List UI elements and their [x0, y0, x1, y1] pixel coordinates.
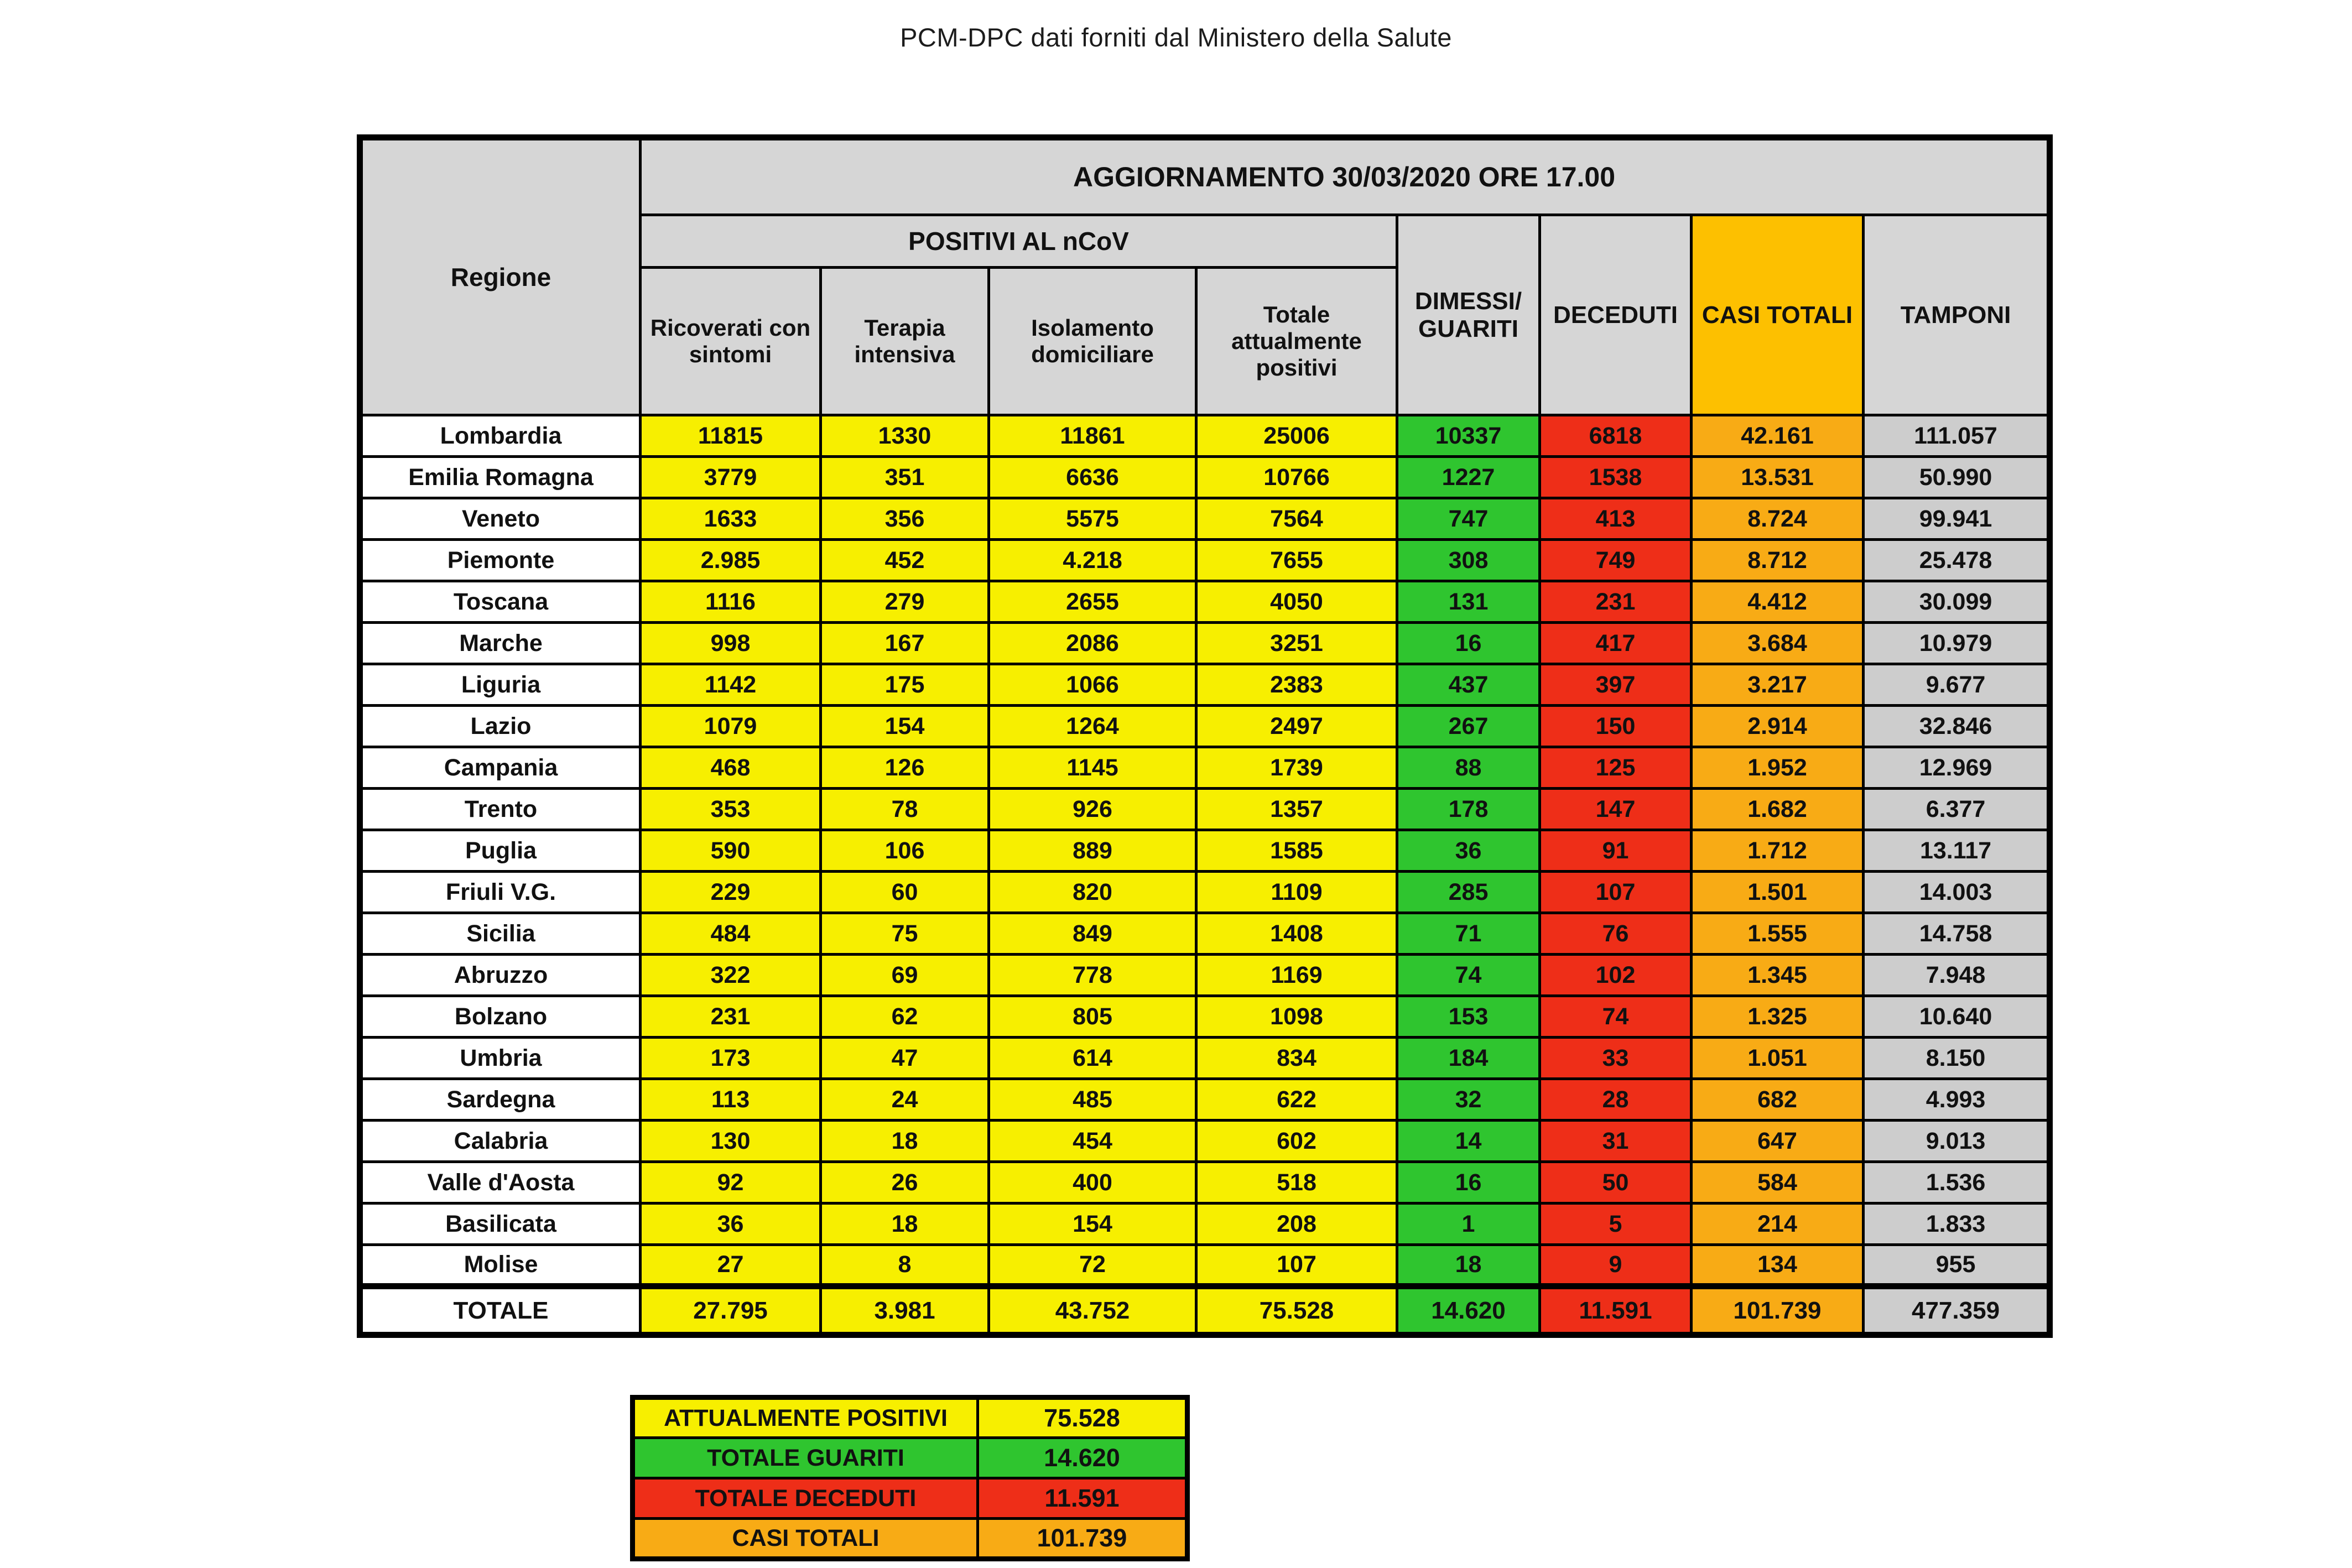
- group-header-positivi: POSITIVI AL nCoV: [641, 215, 1397, 268]
- table-row: [360, 1162, 2050, 1204]
- value-cell: 111.057: [1864, 415, 2050, 457]
- value-cell: 602: [1196, 1121, 1397, 1162]
- value-cell: 1116: [641, 581, 821, 623]
- value-cell: 8.724: [1692, 498, 1864, 540]
- col-header-regione: Regione: [360, 138, 641, 415]
- value-cell: 14: [1397, 1121, 1540, 1162]
- value-cell: 3.684: [1692, 623, 1864, 664]
- value-cell: 101.739: [1692, 1286, 1864, 1335]
- value-cell: 518: [1196, 1162, 1397, 1204]
- region-cell: Puglia: [360, 830, 641, 872]
- value-cell: 27: [641, 1245, 821, 1286]
- summary-value: 101.739: [978, 1519, 1188, 1559]
- value-cell: 747: [1397, 498, 1540, 540]
- covid-regions-table: [357, 134, 2053, 1338]
- value-cell: 76: [1540, 913, 1692, 955]
- value-cell: 50.990: [1864, 457, 2050, 498]
- summary-label: TOTALE GUARITI: [633, 1438, 978, 1478]
- value-cell: 102: [1540, 955, 1692, 996]
- value-cell: 31: [1540, 1121, 1692, 1162]
- value-cell: 477.359: [1864, 1286, 2050, 1335]
- value-cell: 2.985: [641, 540, 821, 581]
- value-cell: 24: [821, 1079, 989, 1121]
- value-cell: 18: [1397, 1245, 1540, 1286]
- value-cell: 126: [821, 747, 989, 789]
- value-cell: 749: [1540, 540, 1692, 581]
- value-cell: 647: [1692, 1121, 1864, 1162]
- table-row: [360, 664, 2050, 706]
- region-cell: Basilicata: [360, 1204, 641, 1245]
- col-header-casi-totali: CASI TOTALI: [1692, 215, 1864, 415]
- value-cell: 214: [1692, 1204, 1864, 1245]
- value-cell: 125: [1540, 747, 1692, 789]
- region-cell: Emilia Romagna: [360, 457, 641, 498]
- value-cell: 1.051: [1692, 1038, 1864, 1079]
- table-row: [360, 623, 2050, 664]
- value-cell: 9.013: [1864, 1121, 2050, 1162]
- summary-row-attualmente-positivi: [633, 1398, 1188, 1438]
- value-cell: 356: [821, 498, 989, 540]
- value-cell: 778: [989, 955, 1196, 996]
- value-cell: 12.969: [1864, 747, 2050, 789]
- value-cell: 154: [821, 706, 989, 747]
- value-cell: 6.377: [1864, 789, 2050, 830]
- value-cell: 60: [821, 872, 989, 913]
- value-cell: 42.161: [1692, 415, 1864, 457]
- value-cell: 889: [989, 830, 1196, 872]
- table-row: [360, 498, 2050, 540]
- value-cell: 10766: [1196, 457, 1397, 498]
- value-cell: 8.150: [1864, 1038, 2050, 1079]
- value-cell: 584: [1692, 1162, 1864, 1204]
- value-cell: 1357: [1196, 789, 1397, 830]
- value-cell: 1.833: [1864, 1204, 2050, 1245]
- value-cell: 173: [641, 1038, 821, 1079]
- region-cell: Lombardia: [360, 415, 641, 457]
- table-row: [360, 706, 2050, 747]
- value-cell: 1: [1397, 1204, 1540, 1245]
- table-row: [360, 1038, 2050, 1079]
- value-cell: 3779: [641, 457, 821, 498]
- value-cell: 27.795: [641, 1286, 821, 1335]
- value-cell: 147: [1540, 789, 1692, 830]
- value-cell: 16: [1397, 623, 1540, 664]
- value-cell: 322: [641, 955, 821, 996]
- value-cell: 8: [821, 1245, 989, 1286]
- value-cell: 484: [641, 913, 821, 955]
- value-cell: 1098: [1196, 996, 1397, 1038]
- value-cell: 7655: [1196, 540, 1397, 581]
- value-cell: 25.478: [1864, 540, 2050, 581]
- summary-value: 11.591: [978, 1478, 1188, 1519]
- value-cell: 11861: [989, 415, 1196, 457]
- summary-label: ATTUALMENTE POSITIVI: [633, 1398, 978, 1438]
- value-cell: 229: [641, 872, 821, 913]
- summary-row-totale-guariti: [633, 1438, 1188, 1478]
- value-cell: 417: [1540, 623, 1692, 664]
- value-cell: 6818: [1540, 415, 1692, 457]
- region-cell: Friuli V.G.: [360, 872, 641, 913]
- value-cell: 25006: [1196, 415, 1397, 457]
- value-cell: 1169: [1196, 955, 1397, 996]
- value-cell: 10.640: [1864, 996, 2050, 1038]
- col-header-terapia-intensiva: Terapia intensiva: [821, 268, 989, 415]
- value-cell: 3251: [1196, 623, 1397, 664]
- region-cell: Calabria: [360, 1121, 641, 1162]
- value-cell: 78: [821, 789, 989, 830]
- value-cell: 7564: [1196, 498, 1397, 540]
- value-cell: 107: [1196, 1245, 1397, 1286]
- value-cell: 397: [1540, 664, 1692, 706]
- value-cell: 50: [1540, 1162, 1692, 1204]
- region-cell: Umbria: [360, 1038, 641, 1079]
- value-cell: 468: [641, 747, 821, 789]
- value-cell: 36: [1397, 830, 1540, 872]
- region-cell: Marche: [360, 623, 641, 664]
- summary-value: 14.620: [978, 1438, 1188, 1478]
- region-cell: Piemonte: [360, 540, 641, 581]
- col-header-tamponi: TAMPONI: [1864, 215, 2050, 415]
- value-cell: 9.677: [1864, 664, 2050, 706]
- value-cell: 150: [1540, 706, 1692, 747]
- table-body: [360, 415, 2050, 1335]
- value-cell: 74: [1397, 955, 1540, 996]
- value-cell: 13.531: [1692, 457, 1864, 498]
- value-cell: 10337: [1397, 415, 1540, 457]
- value-cell: 1633: [641, 498, 821, 540]
- value-cell: 1.345: [1692, 955, 1864, 996]
- value-cell: 154: [989, 1204, 1196, 1245]
- region-cell: Valle d'Aosta: [360, 1162, 641, 1204]
- table-row: [360, 872, 2050, 913]
- value-cell: 167: [821, 623, 989, 664]
- table-row: [360, 996, 2050, 1038]
- table-row: [360, 457, 2050, 498]
- value-cell: 92: [641, 1162, 821, 1204]
- value-cell: 69: [821, 955, 989, 996]
- value-cell: 88: [1397, 747, 1540, 789]
- summary-label: TOTALE DECEDUTI: [633, 1478, 978, 1519]
- value-cell: 14.620: [1397, 1286, 1540, 1335]
- summary-table: [630, 1395, 1190, 1561]
- page-title: PCM-DPC dati forniti dal Ministero della Salute: [900, 23, 1452, 52]
- value-cell: 99.941: [1864, 498, 2050, 540]
- region-cell: Lazio: [360, 706, 641, 747]
- value-cell: 285: [1397, 872, 1540, 913]
- value-cell: 1.952: [1692, 747, 1864, 789]
- value-cell: 184: [1397, 1038, 1540, 1079]
- value-cell: 9: [1540, 1245, 1692, 1286]
- region-cell: Toscana: [360, 581, 641, 623]
- update-banner: AGGIORNAMENTO 30/03/2020 ORE 17.00: [641, 138, 2050, 215]
- value-cell: 175: [821, 664, 989, 706]
- value-cell: 353: [641, 789, 821, 830]
- value-cell: 11815: [641, 415, 821, 457]
- value-cell: 71: [1397, 913, 1540, 955]
- table-row: [360, 1121, 2050, 1162]
- value-cell: 1142: [641, 664, 821, 706]
- value-cell: 231: [641, 996, 821, 1038]
- table-row: [360, 581, 2050, 623]
- summary-label: CASI TOTALI: [633, 1519, 978, 1559]
- value-cell: 279: [821, 581, 989, 623]
- value-cell: 4.993: [1864, 1079, 2050, 1121]
- value-cell: 106: [821, 830, 989, 872]
- value-cell: 75: [821, 913, 989, 955]
- value-cell: 32.846: [1864, 706, 2050, 747]
- value-cell: 1227: [1397, 457, 1540, 498]
- value-cell: 1109: [1196, 872, 1397, 913]
- total-label-cell: TOTALE: [360, 1286, 641, 1335]
- value-cell: 43.752: [989, 1286, 1196, 1335]
- value-cell: 2086: [989, 623, 1196, 664]
- value-cell: 834: [1196, 1038, 1397, 1079]
- value-cell: 351: [821, 457, 989, 498]
- value-cell: 437: [1397, 664, 1540, 706]
- col-header-dimessi-guariti: DIMESSI/ GUARITI: [1397, 215, 1540, 415]
- value-cell: 2383: [1196, 664, 1397, 706]
- value-cell: 590: [641, 830, 821, 872]
- table-row: [360, 830, 2050, 872]
- value-cell: 998: [641, 623, 821, 664]
- value-cell: 1538: [1540, 457, 1692, 498]
- value-cell: 805: [989, 996, 1196, 1038]
- table-row: [360, 1204, 2050, 1245]
- value-cell: 14.758: [1864, 913, 2050, 955]
- value-cell: 4.218: [989, 540, 1196, 581]
- region-cell: Trento: [360, 789, 641, 830]
- value-cell: 622: [1196, 1079, 1397, 1121]
- table-row: [360, 913, 2050, 955]
- value-cell: 2.914: [1692, 706, 1864, 747]
- value-cell: 208: [1196, 1204, 1397, 1245]
- region-cell: Veneto: [360, 498, 641, 540]
- value-cell: 4050: [1196, 581, 1397, 623]
- value-cell: 1066: [989, 664, 1196, 706]
- value-cell: 28: [1540, 1079, 1692, 1121]
- value-cell: 18: [821, 1121, 989, 1162]
- total-row: [360, 1286, 2050, 1335]
- value-cell: 131: [1397, 581, 1540, 623]
- value-cell: 2655: [989, 581, 1196, 623]
- table-row: [360, 540, 2050, 581]
- table-row: [360, 415, 2050, 457]
- region-cell: Campania: [360, 747, 641, 789]
- value-cell: 3.217: [1692, 664, 1864, 706]
- value-cell: 26: [821, 1162, 989, 1204]
- value-cell: 820: [989, 872, 1196, 913]
- value-cell: 308: [1397, 540, 1540, 581]
- table-row: [360, 1079, 2050, 1121]
- table-row: [360, 955, 2050, 996]
- table-row: [360, 789, 2050, 830]
- region-cell: Abruzzo: [360, 955, 641, 996]
- value-cell: 1739: [1196, 747, 1397, 789]
- value-cell: 8.712: [1692, 540, 1864, 581]
- value-cell: 47: [821, 1038, 989, 1079]
- value-cell: 113: [641, 1079, 821, 1121]
- value-cell: 153: [1397, 996, 1540, 1038]
- value-cell: 10.979: [1864, 623, 2050, 664]
- region-cell: Sardegna: [360, 1079, 641, 1121]
- value-cell: 231: [1540, 581, 1692, 623]
- region-cell: Bolzano: [360, 996, 641, 1038]
- value-cell: 413: [1540, 498, 1692, 540]
- value-cell: 454: [989, 1121, 1196, 1162]
- value-cell: 5: [1540, 1204, 1692, 1245]
- value-cell: 14.003: [1864, 872, 2050, 913]
- value-cell: 7.948: [1864, 955, 2050, 996]
- value-cell: 1.536: [1864, 1162, 2050, 1204]
- value-cell: 485: [989, 1079, 1196, 1121]
- col-header-totale-positivi: Totale attualmente positivi: [1196, 268, 1397, 415]
- value-cell: 32: [1397, 1079, 1540, 1121]
- value-cell: 1145: [989, 747, 1196, 789]
- value-cell: 134: [1692, 1245, 1864, 1286]
- value-cell: 178: [1397, 789, 1540, 830]
- region-cell: Molise: [360, 1245, 641, 1286]
- col-header-isolamento: Isolamento domiciliare: [989, 268, 1196, 415]
- value-cell: 36: [641, 1204, 821, 1245]
- value-cell: 1585: [1196, 830, 1397, 872]
- value-cell: 5575: [989, 498, 1196, 540]
- region-cell: Liguria: [360, 664, 641, 706]
- value-cell: 926: [989, 789, 1196, 830]
- table-row: [360, 747, 2050, 789]
- value-cell: 4.412: [1692, 581, 1864, 623]
- summary-value: 75.528: [978, 1398, 1188, 1438]
- value-cell: 33: [1540, 1038, 1692, 1079]
- value-cell: 16: [1397, 1162, 1540, 1204]
- value-cell: 1.712: [1692, 830, 1864, 872]
- summary-row-casi-totali: [633, 1519, 1188, 1559]
- value-cell: 130: [641, 1121, 821, 1162]
- value-cell: 1.325: [1692, 996, 1864, 1038]
- value-cell: 6636: [989, 457, 1196, 498]
- value-cell: 13.117: [1864, 830, 2050, 872]
- value-cell: 2497: [1196, 706, 1397, 747]
- value-cell: 682: [1692, 1079, 1864, 1121]
- value-cell: 30.099: [1864, 581, 2050, 623]
- value-cell: 74: [1540, 996, 1692, 1038]
- col-header-deceduti: DECEDUTI: [1540, 215, 1692, 415]
- summary-row-totale-deceduti: [633, 1478, 1188, 1519]
- value-cell: 452: [821, 540, 989, 581]
- value-cell: 955: [1864, 1245, 2050, 1286]
- value-cell: 849: [989, 913, 1196, 955]
- value-cell: 1.501: [1692, 872, 1864, 913]
- table-row: [360, 1245, 2050, 1286]
- value-cell: 3.981: [821, 1286, 989, 1335]
- value-cell: 1264: [989, 706, 1196, 747]
- value-cell: 62: [821, 996, 989, 1038]
- value-cell: 1330: [821, 415, 989, 457]
- value-cell: 11.591: [1540, 1286, 1692, 1335]
- value-cell: 267: [1397, 706, 1540, 747]
- value-cell: 1079: [641, 706, 821, 747]
- value-cell: 1408: [1196, 913, 1397, 955]
- value-cell: 72: [989, 1245, 1196, 1286]
- region-cell: Sicilia: [360, 913, 641, 955]
- value-cell: 614: [989, 1038, 1196, 1079]
- value-cell: 1.555: [1692, 913, 1864, 955]
- value-cell: 91: [1540, 830, 1692, 872]
- value-cell: 75.528: [1196, 1286, 1397, 1335]
- value-cell: 400: [989, 1162, 1196, 1204]
- value-cell: 18: [821, 1204, 989, 1245]
- value-cell: 1.682: [1692, 789, 1864, 830]
- value-cell: 107: [1540, 872, 1692, 913]
- col-header-ricoverati: Ricoverati con sintomi: [641, 268, 821, 415]
